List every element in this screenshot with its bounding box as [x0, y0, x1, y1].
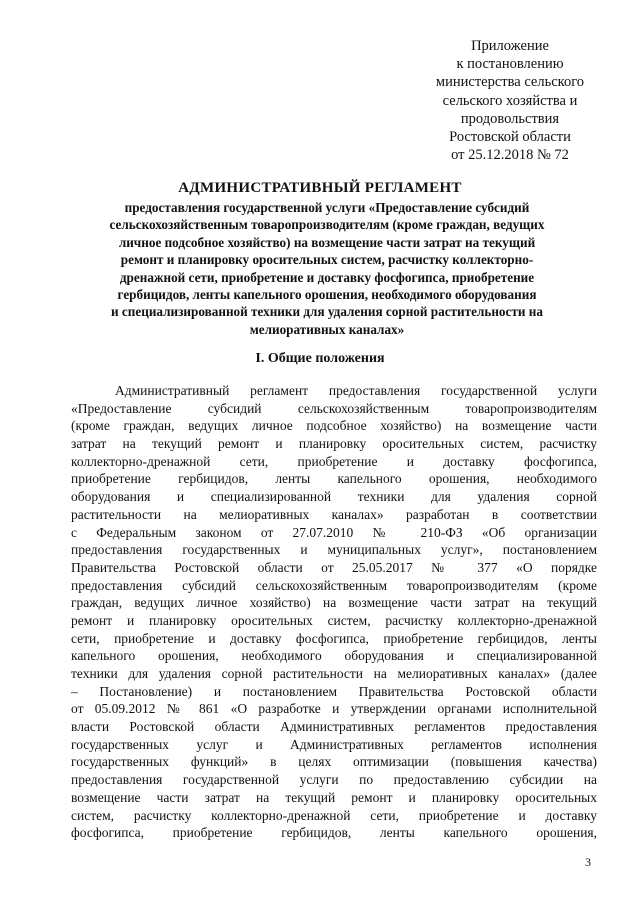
document-subtitle — [70, 199, 584, 338]
page-number: 3 — [585, 855, 591, 869]
body-line: капельного орошения, необходимого оборудования и специализированной — [71, 648, 597, 664]
subtitle-line: предоставления государственной услуги «Предоставление субсидий — [124, 200, 530, 215]
body-line: с Федеральным законом от 27.07.2010 № 210-ФЗ «Об организации — [71, 524, 597, 540]
appendix-line: продовольствия — [460, 110, 560, 127]
subtitle-line: сельскохозяйственным товаропроизводителям (кроме граждан, ведущих — [109, 217, 545, 233]
subtitle-line: гербицидов, ленты капельного орошения, необходимого оборудования — [117, 287, 537, 303]
body-line: сети, приобретение и доставку фосфогипса, приобретение гербицидов, ленты — [71, 630, 597, 646]
appendix-line: от 25.12.2018 № 72 — [451, 147, 569, 164]
body-line: затрат на текущий ремонт и планировку оросительных систем, расчистку — [71, 436, 597, 452]
appendix-line: сельского хозяйства и — [442, 92, 578, 109]
subtitle-line: и специализированной техники для удаления сорной растительности на — [111, 304, 543, 320]
body-line: «Предоставление субсидий сельскохозяйственным товаропроизводителям — [71, 400, 597, 416]
document-title: АДМИНИСТРАТИВНЫЙ РЕГЛАМЕНТ — [178, 180, 462, 196]
subtitle-line: ремонт и планировку оросительных систем, расчистку коллекторно- — [120, 252, 534, 268]
body-line: возмещение части затрат на текущий ремонт и планировку оросительных — [71, 789, 597, 805]
body-line: Правительства Ростовской области от 25.05.2017 № 377 «О порядке — [71, 559, 597, 575]
appendix-line: министерства сельского — [435, 74, 585, 91]
subtitle-line: дренажной сети, приобретение и доставку фосфогипса, приобретение — [119, 269, 535, 285]
body-line: коллекторно-дренажной сети, приобретение и доставку фосфогипса, — [71, 453, 597, 469]
body-line: оборудования и специализированной техники для удаления сорной — [71, 489, 597, 505]
subtitle-line: личное подсобное хозяйство) на возмещение части затрат на текущий — [118, 234, 536, 250]
body-line: фосфогипса, приобретение гербицидов, ленты капельного орошения, — [71, 825, 597, 841]
body-line: систем, расчистку коллекторно-дренажной сети, приобретение и доставку — [71, 807, 597, 823]
body-line: предоставления государственных и муниципальных услуг», постановлением — [71, 542, 597, 558]
body-line: – Постановление) и постановлением Правительства Ростовской области — [71, 683, 597, 699]
body-line: государственных услуг и Административных регламентов исполнения — [71, 736, 597, 752]
appendix-line: к постановлению — [456, 56, 564, 73]
subtitle-line: мелиоративных каналах» — [249, 321, 405, 337]
body-line: предоставления субсидий сельскохозяйственным товаропроизводителям (кроме — [71, 577, 597, 593]
body-paragraph — [71, 382, 597, 842]
body-line: предоставления государственной услуги по предоставлению субсидии на — [71, 772, 597, 788]
section-heading: I. Общие положения — [255, 351, 385, 366]
appendix-line: Ростовской области — [449, 129, 571, 146]
body-line: Административный регламент предоставления государственной услуги — [115, 383, 597, 398]
body-line: от 05.09.2012 № 861 «О разработке и утверждении органами исполнительной — [71, 701, 597, 717]
body-line: техники для удаления сорной растительности на мелиоративных каналах» (далее — [71, 666, 597, 681]
body-line: приобретение гербицидов, ленты капельного орошения, необходимого — [71, 471, 597, 487]
body-line: (кроме граждан, ведущих личное подсобное хозяйство) на возмещение части — [71, 418, 597, 434]
body-line: ремонт и планировку оросительных систем, расчистку коллекторно-дренажной — [71, 612, 597, 628]
body-line: граждан, ведущих личное хозяйство) на возмещение части затрат на текущий — [71, 595, 597, 611]
body-line: власти Ростовской области Административных регламентов предоставления — [71, 719, 597, 735]
body-line: растительности на мелиоративных каналах» разработан в соответствии — [71, 506, 597, 522]
body-line: государственных функций» в целях оптимизации (повышения качества) — [71, 754, 597, 770]
appendix-line: Приложение — [471, 38, 549, 54]
appendix-block — [400, 37, 620, 164]
